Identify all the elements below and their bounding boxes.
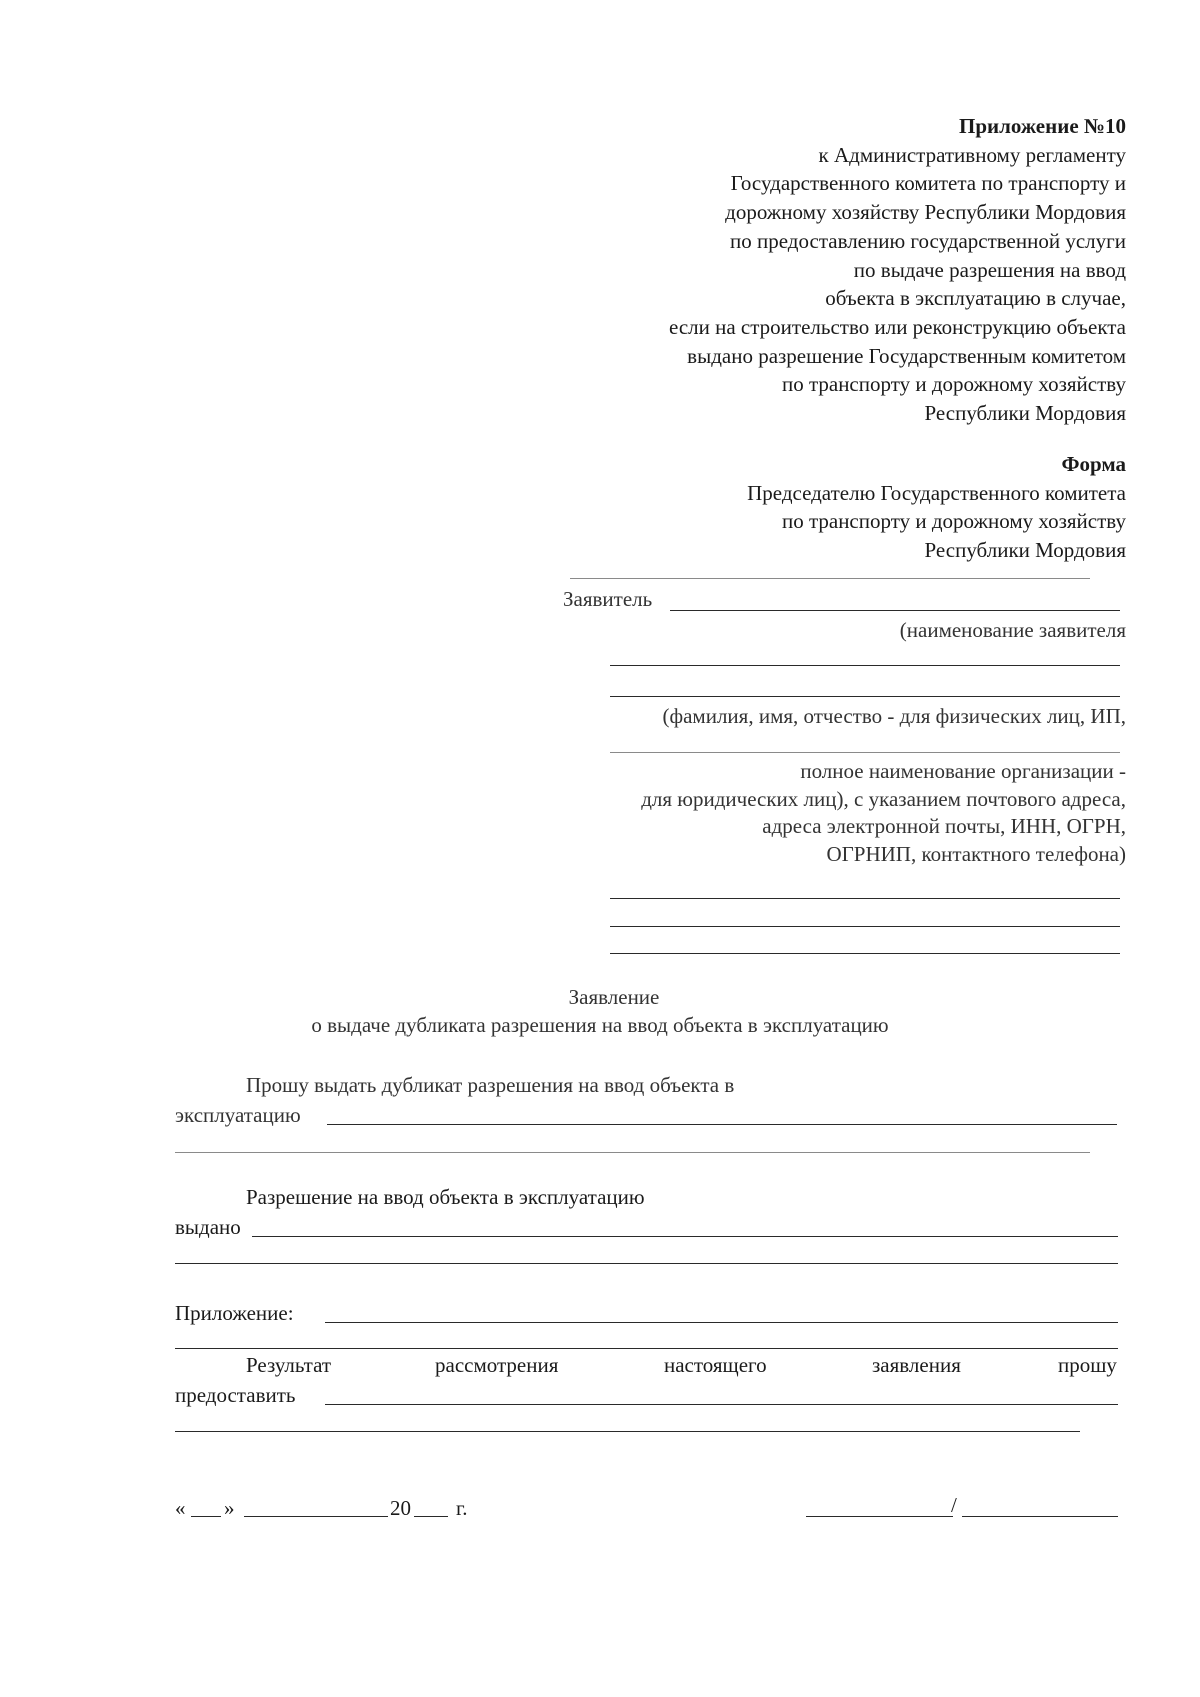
- date-close-quote: »: [224, 1496, 235, 1520]
- date-month-field[interactable]: [244, 1516, 388, 1517]
- applicant-field-line[interactable]: [610, 953, 1120, 954]
- header-line: дорожному хозяйству Республики Мордовия: [725, 200, 1126, 225]
- header-line: по предоставлению государственной услуги: [730, 228, 1126, 253]
- result-word: прошу: [1058, 1353, 1117, 1377]
- permit-field-line-2[interactable]: [175, 1263, 1118, 1264]
- header-block: [669, 112, 1126, 428]
- separator-line: [570, 578, 1090, 579]
- addressee-line: Республики Мордовия: [924, 538, 1126, 563]
- signature-separator: /: [951, 1493, 957, 1517]
- applicant-hint-line: для юридических лиц), с указанием почтового адреса,: [641, 786, 1126, 811]
- addressee-line: по транспорту и дорожному хозяйству: [781, 509, 1126, 534]
- header-line: к Административному регламенту: [818, 142, 1126, 167]
- statement-title: Заявление: [568, 985, 660, 1009]
- result-word: настоящего: [664, 1353, 767, 1377]
- header-line: выдано разрешение Государственным комитетом: [687, 343, 1126, 368]
- signature-field[interactable]: [806, 1516, 953, 1517]
- header-line: Государственного комитета по транспорту и: [730, 171, 1126, 196]
- applicant-field-line[interactable]: [610, 926, 1120, 927]
- applicant-label: Заявитель: [563, 587, 653, 611]
- result-text-line-2: предоставить: [175, 1383, 296, 1407]
- attachment-field[interactable]: [325, 1322, 1118, 1323]
- permit-text-line-1: Разрешение на ввод объекта в эксплуатацию: [246, 1185, 645, 1209]
- attachment-field-line-2[interactable]: [175, 1348, 1118, 1349]
- date-year-prefix: 20: [390, 1496, 411, 1520]
- form-label: Форма: [1061, 452, 1126, 476]
- applicant-hint-line: полное наименование организации -: [800, 759, 1126, 783]
- statement-subtitle: о выдаче дубликата разрешения на ввод объекта в эксплуатацию: [311, 1013, 889, 1037]
- applicant-field-line[interactable]: [610, 898, 1120, 899]
- applicant-hint-line: адреса электронной почты, ИНН, ОГРН,: [762, 814, 1126, 838]
- applicant-name-field[interactable]: [670, 610, 1120, 611]
- attachment-label: Приложение:: [175, 1301, 294, 1325]
- request-field[interactable]: [327, 1124, 1117, 1125]
- header-line: Республики Мордовия: [924, 401, 1126, 426]
- permit-field[interactable]: [252, 1236, 1118, 1237]
- result-field[interactable]: [325, 1404, 1118, 1405]
- signature-name-field[interactable]: [962, 1516, 1118, 1517]
- result-word: рассмотрения: [435, 1353, 559, 1377]
- header-line: объекта в эксплуатацию в случае,: [825, 286, 1126, 311]
- applicant-field-line[interactable]: [610, 696, 1120, 697]
- applicant-field-line[interactable]: [610, 752, 1120, 753]
- permit-text-line-2: выдано: [175, 1215, 241, 1239]
- applicant-field-line[interactable]: [610, 665, 1120, 666]
- result-word: Результат: [246, 1353, 332, 1377]
- addressee-line: Председателю Государственного комитета: [747, 480, 1126, 505]
- header-line: по выдаче разрешения на ввод: [853, 257, 1126, 282]
- applicant-hint-organization: [641, 758, 1126, 868]
- result-word: заявления: [872, 1353, 961, 1377]
- result-field-line-2[interactable]: [175, 1431, 1080, 1432]
- header-line: по транспорту и дорожному хозяйству: [781, 372, 1126, 397]
- request-field-line-2[interactable]: [175, 1152, 1090, 1153]
- request-text-line-1: Прошу выдать дубликат разрешения на ввод объекта в: [246, 1073, 735, 1097]
- addressee-block: [747, 450, 1126, 565]
- date-open-quote: «: [175, 1496, 186, 1520]
- applicant-hint-name: (наименование заявителя: [899, 618, 1126, 642]
- appendix-title: Приложение №10: [958, 114, 1126, 138]
- applicant-hint-line: ОГРНИП, контактного телефона): [826, 841, 1126, 866]
- applicant-hint-person: (фамилия, имя, отчество - для физических лиц, ИП,: [662, 704, 1126, 728]
- header-line: если на строительство или реконструкцию объекта: [668, 314, 1126, 339]
- date-year-field[interactable]: [414, 1516, 448, 1517]
- request-text-line-2: эксплуатацию: [175, 1103, 301, 1127]
- date-year-suffix: г.: [456, 1496, 468, 1520]
- date-day-field[interactable]: [191, 1516, 221, 1517]
